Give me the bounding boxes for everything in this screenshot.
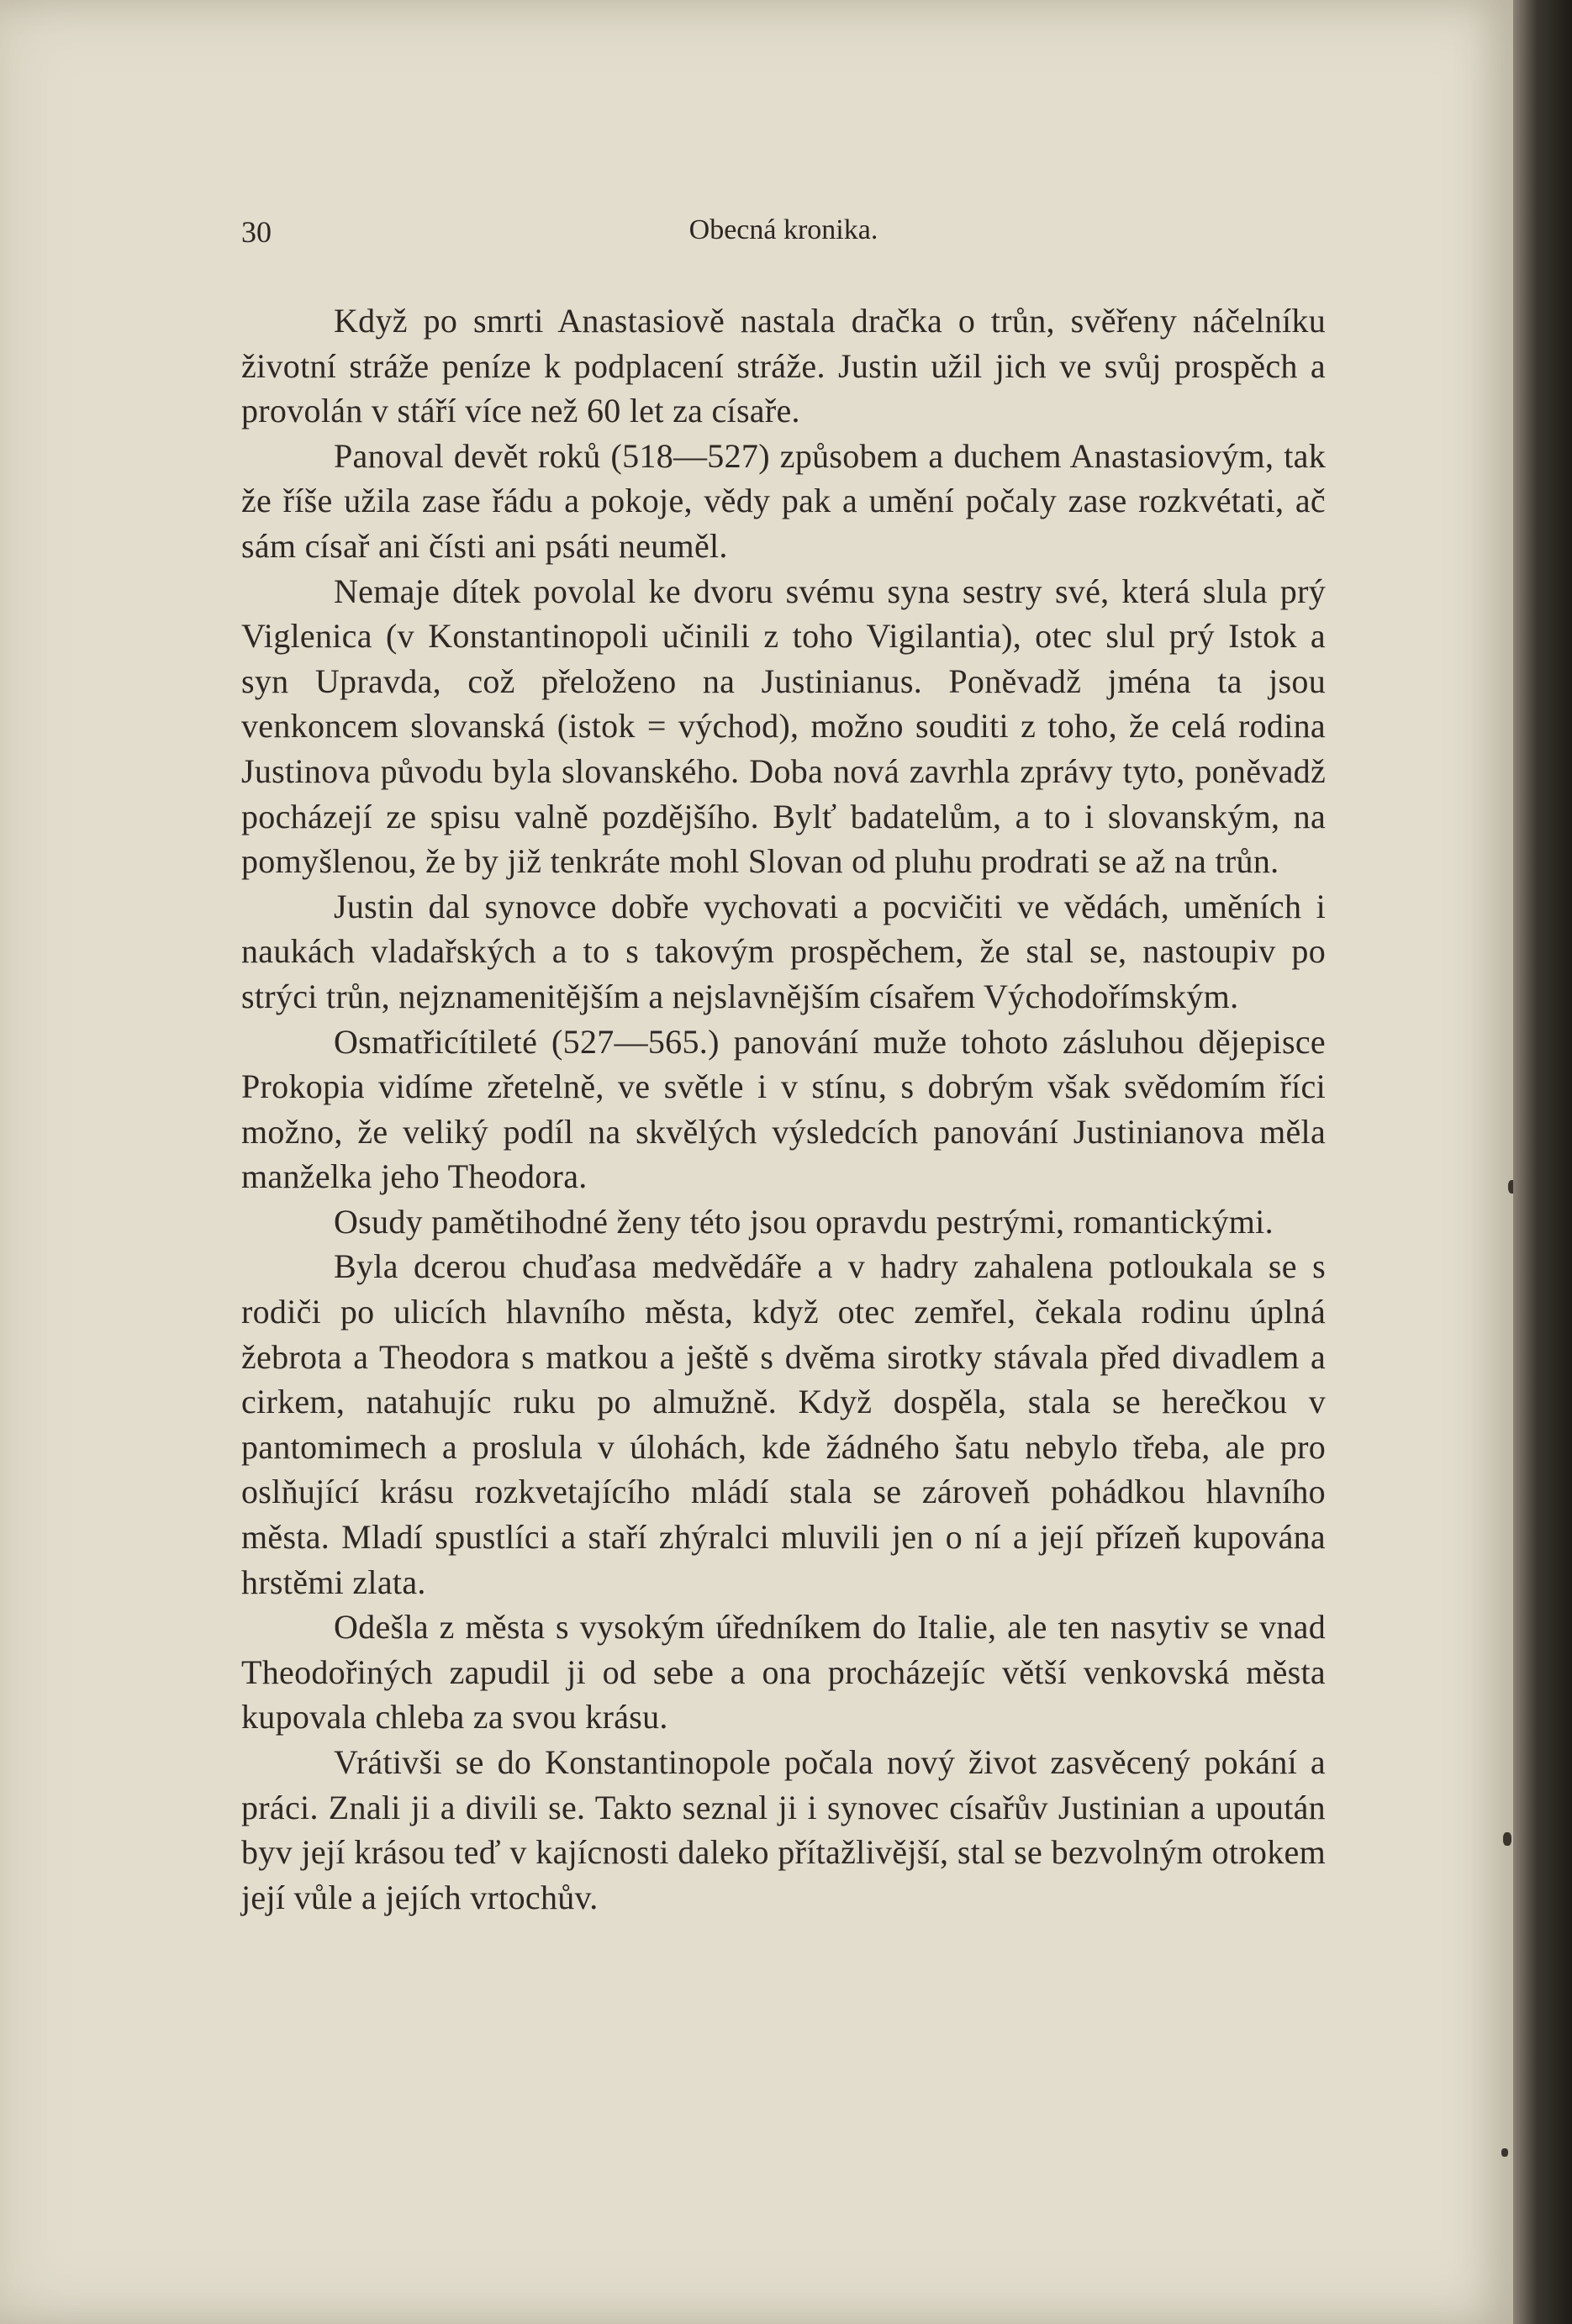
paragraph: Panoval devět roků (518—527) způsobem a duchem Anastasiovým, tak že říše užila zase řádu a pokoje, vědy pak a umění počaly zase rozkvétati, ač sám císař ani čísti ani psáti neuměl.: [241, 436, 1326, 565]
body-text: [241, 298, 1326, 1920]
book-spine-edge: [1513, 0, 1572, 2324]
paragraph: Vrátivši se do Konstantinopole počala nový život zasvěcený pokání a práci. Znali ji a divili se. Takto seznal ji i synovec císařův Justinian a upoután byv její krásou teď v kajícnosti daleko přítažlivější, stal se bezvolným otrokem její vůle a jejích vrtochův.: [241, 1743, 1326, 1916]
margin-speck: [1501, 2148, 1508, 2157]
paragraph: Osudy pamětihodné ženy této jsou opravdu pestrými, romantickými.: [334, 1202, 1274, 1241]
paragraph: Když po smrti Anastasiově nastala dračka o trůn, svěřeny náčelníku životní stráže peníze k podplacení stráže. Justin užil jich ve svůj prospěch a provolán v stáří více než 60 let za císaře.: [241, 302, 1326, 430]
running-title: Obecná kronika.: [688, 214, 878, 245]
paragraph: Nemaje dítek povolal ke dvoru svému syna sestry své, která slula prý Viglenica (v Konstantinopoli učinili z toho Vigilantia), otec slul prý Istok a syn Upravda, což přeloženo na Justinianus. Poněvadž jména ta jsou venkoncem slovanská (istok = východ), možno souditi z toho, že celá rodina Justinova původu byla slovanského. Doba nová zavrhla zprávy tyto, poněvadž pocházejí ze spisu valně pozdějšího. Bylť badatelům, a to i slovanským, na pomyšlenou, že by již tenkráte mohl Slovan od pluhu prodrati se až na trůn.: [241, 572, 1326, 881]
paragraph: Odešla z města s vysokým úředníkem do Italie, ale ten nasytiv se vnad Theodořiných zapudil ji od sebe a ona procházejíc větší venkovská města kupovala chleba za svou krásu.: [241, 1608, 1326, 1736]
margin-speck: [1503, 1832, 1511, 1846]
paragraph: Osmatřicítileté (527—565.) panování muže tohoto zásluhou dějepisce Prokopia vidíme zřetelně, ve světle i v stínu, s dobrým však svědomím říci možno, že veliký podíl na skvělých výsledcích panování Justinianova měla manželka jeho Theodora.: [241, 1022, 1326, 1196]
paragraph: Byla dcerou chuďasa medvědáře a v hadry zahalena potloukala se s rodiči po ulicích hlavního města, když otec zemřel, čekala rodinu úplná žebrota a Theodora s matkou a ještě s dvěma sirotky stávala před divadlem a cirkem, natahujíc ruku po almužně. Když dospěla, stala se herečkou v pantomimech a proslula v úlohách, kde žádného šatu nebylo třeba, ale pro oslňující krásu rozkvetajícího mládí stala se zároveň pohádkou hlavního města. Mladí spustlíci a staří zhýralci mluvili jen o ní a její přízeň kupována hrstěmi zlata.: [241, 1247, 1326, 1601]
paragraph: Justin dal synovce dobře vychovati a pocvičiti ve vědách, uměních i naukách vladařských a to s takovým prospěchem, že stal se, nastoupiv po strýci trůn, nejznamenitějším a nejslavnějším císařem Východořímským.: [241, 887, 1326, 1015]
page-number: 30: [241, 215, 272, 249]
page-header: [241, 214, 1326, 256]
